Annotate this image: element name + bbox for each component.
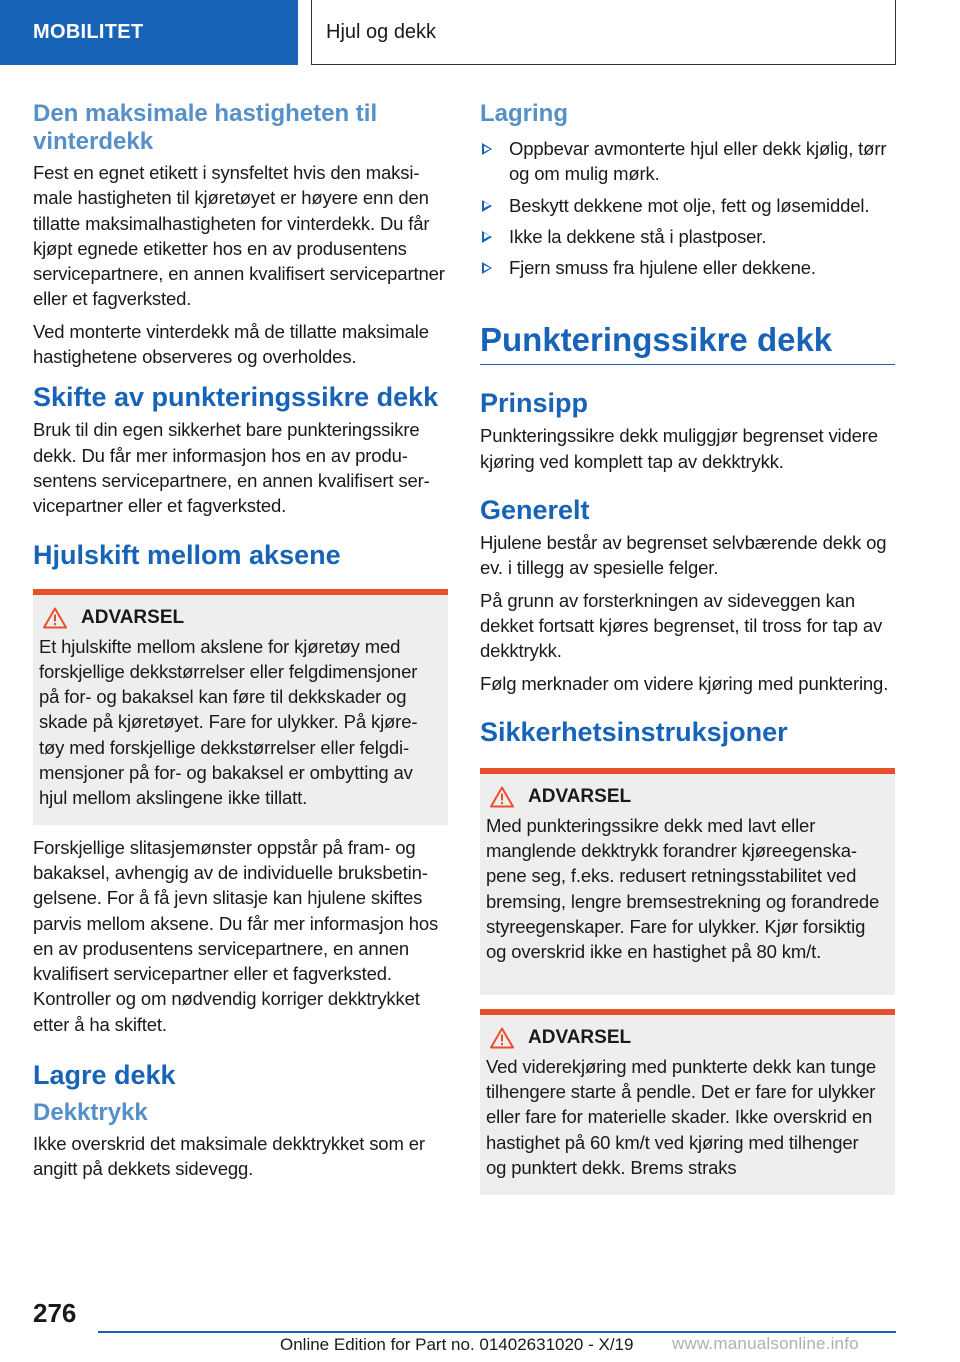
warning-title [39, 607, 436, 629]
list-item: Fjern smuss fra hjulene eller dekkene. [480, 255, 895, 280]
warning-box-runflat-1 [480, 768, 895, 995]
winter-speed-p1: Fest en egnet etikett i synsfeltet hvis den maksimale hastigheten til kjøretøyet er høyere enn den tillatte maksimalhastigheten for vinterdekk. Du får kjøpt egnede etiketter hos en av produsentens servicepartnere, en annen kvalifisert servicepartner eller et fagverksted. [33, 162, 445, 310]
page-number: 276 [33, 1298, 77, 1328]
warning-title [486, 1027, 883, 1049]
warning-text-axle: Et hjulskifte mellom akslene for kjøretøy med forskjellige dekkstørrelser eller felgdimensjoner på for- og bakaksel kan føre til dekkskader og skade på kjøretøyet. Fare for ulykker. På kjøretøy med forskjellige dekkstørrelser eller felgdimensjoner på for- og bakaksel er ombytting av hjul mellom akslingene ikke tillatt. [39, 635, 418, 809]
list-item: Oppbevar avmonterte hjul eller dekk kjølig, tørr og om mulig mørk. [480, 136, 895, 187]
storage-list [480, 136, 895, 280]
axle-swap-p1: Forskjellige slitasjemønster oppstår på fram- og bakaksel, avhengig av de individuelle bruksbetingelsene. For å få jevn slitasje kan hjulene skiftes parvis mellom aksene. Du får mer informasjon hos en av produsentens servicepartnere, en annen kvalifisert servicepartner eller et fagverksted. Kontroller og om nødvendig korriger dekktrykket etter å ha skiftet. [33, 836, 439, 1035]
warning-triangle-icon [490, 1027, 514, 1049]
axle-swap-heading: Hjulskift mellom aksene [33, 539, 341, 570]
principle-text: Punkteringssikre dekk muliggjør begrenset videre kjøring ved komplett tap av dekktrykk. [480, 425, 878, 472]
runflat-heading: Punkteringssikre dekk [480, 320, 895, 365]
general-p2: På grunn av forsterkningen av sideveggen kan dekket fortsatt kjøres begrenset, til tross for tap av dekktrykk. [480, 589, 883, 662]
general-p3: Følg merknader om videre kjøring med punktering. [480, 672, 889, 694]
warning-title-text: ADVARSEL [528, 785, 632, 807]
footer-divider [98, 1331, 896, 1333]
general-heading: Generelt [480, 495, 590, 526]
bullet-triangle-icon [482, 231, 492, 243]
warning-title-text: ADVARSEL [528, 1026, 632, 1048]
warning-triangle-icon [490, 786, 514, 808]
section-label: MOBILITET [33, 21, 144, 43]
warning-box-runflat-2 [480, 1009, 895, 1195]
winter-speed-heading: Den maksimale hastigheten til vinterdekk [33, 100, 378, 155]
storage-heading: Lagring [480, 100, 568, 127]
chapter-header [311, 0, 896, 65]
principle-heading: Prinsipp [480, 388, 589, 419]
watermark-text: www.manualsonline.info [672, 1334, 859, 1353]
chapter-label: Hjul og dekk [326, 20, 437, 43]
list-item: Ikke la dekkene stå i plastposer. [480, 224, 895, 249]
warning-triangle-icon [43, 607, 67, 629]
warning-text-runflat-2: Ved viderekjøring med punkterte dekk kan tunge tilhengere starte å pendle. Det er fare for ulykker eller fare for materielle skader. Ikke overskrid en hastighet på 60 km/t ved kjøring med tilhenger og punktert dekk. Brems straks [486, 1055, 877, 1178]
left-column [33, 100, 448, 1189]
change-runflat-heading: Skifte av punkteringssikre dekk [33, 382, 439, 413]
general-p1: Hjulene består av begrenset selvbærende dekk og ev. i tillegg av spesielle felger. [480, 532, 887, 579]
right-column [480, 100, 895, 1195]
change-runflat-p1: Bruk til din egen sikkerhet bare punkteringssikre dekk. Du får mer informasjon hos en av produsentens servicepartnere, en annen kvalifisert servicepartner eller et fagverksted. [33, 419, 430, 517]
safety-heading: Sikkerhetsinstruksjoner [480, 716, 788, 747]
edition-text: Online Edition for Part no. 01402631020 - X/19 [280, 1335, 634, 1354]
tire-pressure-p1: Ikke overskrid det maksimale dekktrykket som er angitt på dekkets sidevegg. [33, 1133, 425, 1180]
warning-box-axle [33, 589, 448, 825]
winter-speed-p2: Ved monterte vinterdekk må de tillatte maksimale hastighetene observeres og overholdes. [33, 320, 429, 368]
tire-pressure-heading: Dekktrykk [33, 1099, 148, 1127]
bullet-triangle-icon [482, 200, 492, 212]
bullet-triangle-icon [482, 262, 492, 274]
warning-title-text: ADVARSEL [81, 606, 185, 628]
section-tab [0, 0, 298, 65]
list-item: Beskytt dekkene mot olje, fett og løsemiddel. [480, 193, 895, 218]
warning-text-runflat-1: Med punkteringssikre dekk med lavt eller manglende dekktrykk forandrer kjøreegenskapene seg, f.eks. redusert retningsstabilitet ved bremsing, lengre bremsestrekning og forandrede styreegenskaper. Fare for ulykker. Kjør forsiktig og overskrid ikke en hastighet på 80 km/t. [486, 814, 880, 963]
bullet-triangle-icon [482, 143, 492, 155]
warning-title [486, 786, 883, 808]
store-tires-heading: Lagre dekk [33, 1060, 176, 1091]
